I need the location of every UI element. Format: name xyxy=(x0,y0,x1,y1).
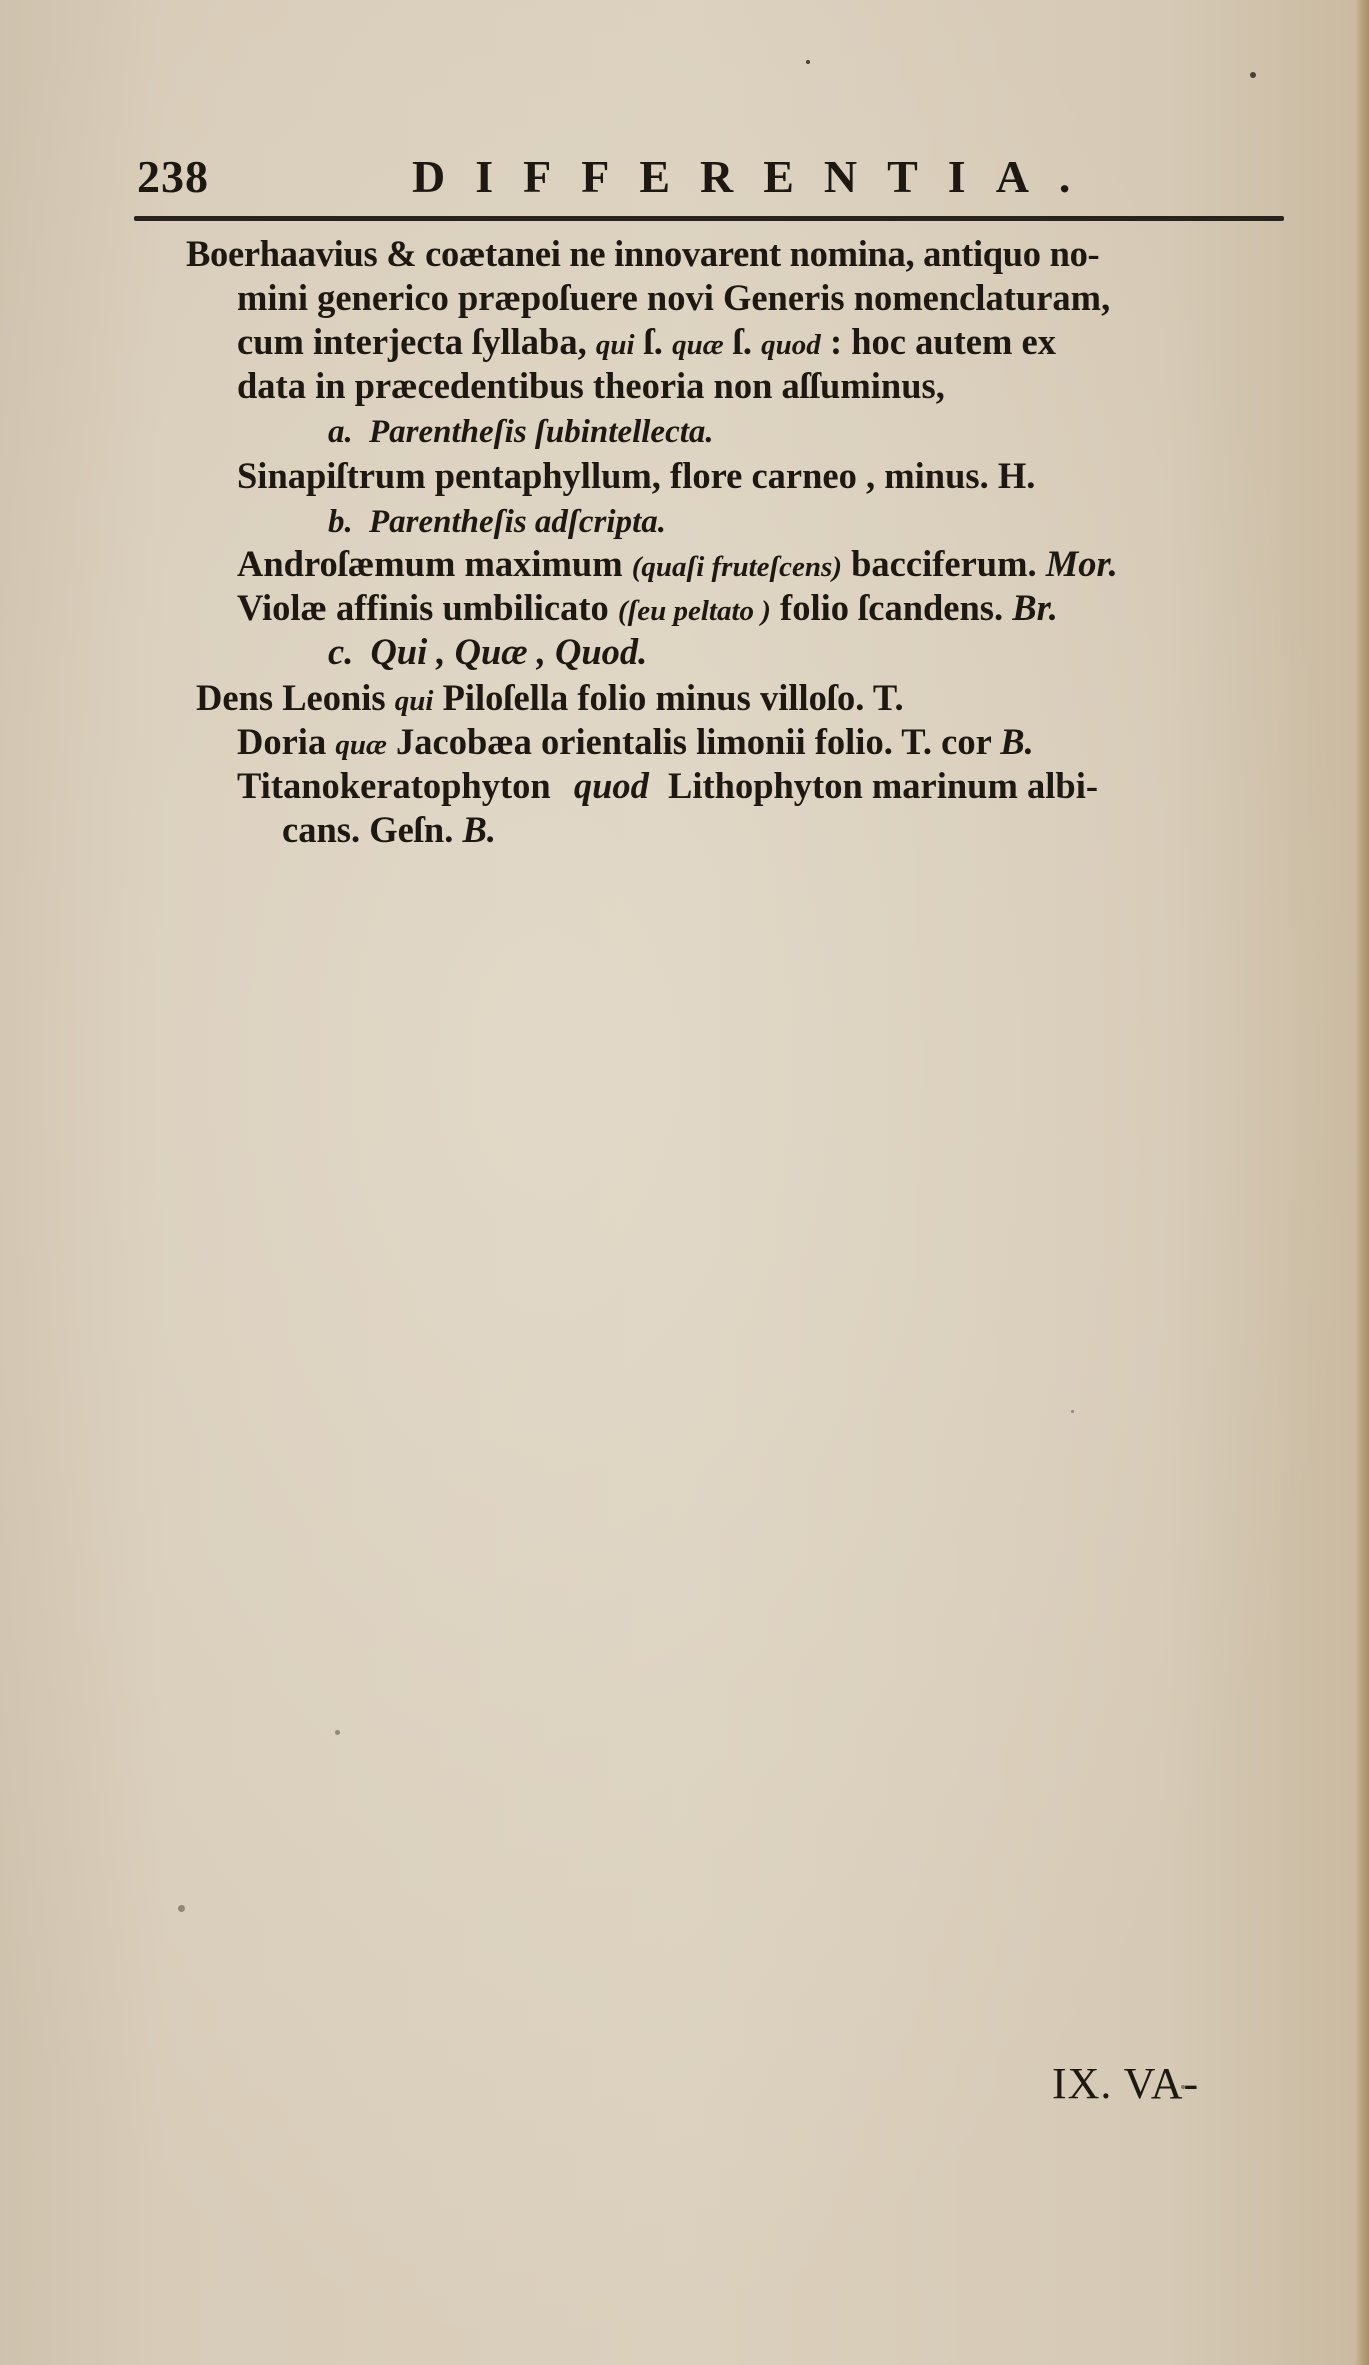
catchword: IX. VA- xyxy=(1052,2059,1200,2108)
italic-word: Mor. xyxy=(1045,543,1118,584)
italic-word: B. xyxy=(1000,721,1034,762)
text-line xyxy=(237,542,1118,589)
line-text: Doria xyxy=(237,721,327,762)
text-line xyxy=(196,676,904,723)
paper-speck xyxy=(1071,1410,1074,1413)
page-edge xyxy=(1355,0,1369,2365)
line-text: mini generico præpoſuere novi Generis nomenclaturam, xyxy=(237,277,1111,318)
line-text: Titanokeratophyton xyxy=(237,765,551,806)
text-line xyxy=(237,764,1098,808)
line-text: Androſæmum maximum xyxy=(237,543,623,584)
line-text: Dens Leonis xyxy=(196,677,386,718)
line-text: Jacobæa orientalis limonii folio. T. cor xyxy=(396,721,992,762)
line-text: bacciferum. xyxy=(851,543,1037,584)
line-text: Boerhaavius & coætanei ne innovarent nomina, antiquo no- xyxy=(186,233,1100,274)
italic-word: quod xyxy=(573,765,649,806)
running-head xyxy=(0,150,1369,210)
line-text: cans. Geſn. xyxy=(282,809,454,850)
line-text: : hoc autem ex xyxy=(829,321,1056,362)
text-line xyxy=(237,364,945,408)
text-line xyxy=(328,630,647,674)
paper-speck xyxy=(335,1730,340,1735)
italic-word: quod xyxy=(761,329,821,361)
text-line xyxy=(328,500,666,544)
italic-word: Br. xyxy=(1012,587,1058,628)
italic-word: qui xyxy=(595,329,635,361)
line-text: cum interjecta ſyllaba, xyxy=(237,321,587,362)
italic-word: B. xyxy=(462,809,496,850)
line-text: ſ. xyxy=(732,321,753,362)
running-head-title: DIFFERENTIA. xyxy=(412,151,1101,202)
italic-word: quæ xyxy=(672,329,724,361)
line-text: Sinapiſtrum pentaphyllum, flore carneo , minus. H. xyxy=(237,455,1036,496)
text-line xyxy=(282,808,496,852)
line-text: Piloſella folio minus villoſo. T. xyxy=(442,677,904,718)
text-line xyxy=(186,232,1099,276)
line-label: b. xyxy=(328,504,353,540)
line-label: c. xyxy=(328,631,354,672)
paper-speck xyxy=(806,60,810,64)
text-line xyxy=(328,410,714,454)
line-label: a. xyxy=(328,414,353,450)
text-line xyxy=(237,586,1058,633)
text-line xyxy=(237,276,1110,320)
italic-phrase: (ſeu peltato ) xyxy=(617,595,771,627)
line-text: Parentheſis ſubintellecta. xyxy=(369,414,714,450)
line-text: Lithophyton marinum albi- xyxy=(668,765,1098,806)
line-text: data in præcedentibus theoria non aſſuminus, xyxy=(237,365,945,406)
line-text: ſ. xyxy=(643,321,663,362)
italic-phrase: (quaſi fruteſcens) xyxy=(631,551,842,583)
line-text: Qui , Quæ , Quod. xyxy=(370,631,648,672)
italic-word: qui xyxy=(394,685,434,717)
paper-speck xyxy=(178,1905,185,1912)
paper-speck xyxy=(1250,72,1256,78)
page-number: 238 xyxy=(137,151,209,202)
line-text: Parentheſis adſcripta. xyxy=(369,504,666,540)
line-text: Violæ affinis umbilicato xyxy=(237,587,609,628)
header-rule xyxy=(134,216,1284,221)
italic-word: quæ xyxy=(335,729,387,761)
text-line xyxy=(237,454,1035,498)
line-text: folio ſcandens. xyxy=(780,587,1004,628)
text-line xyxy=(237,320,1056,367)
text-line xyxy=(237,720,1034,767)
